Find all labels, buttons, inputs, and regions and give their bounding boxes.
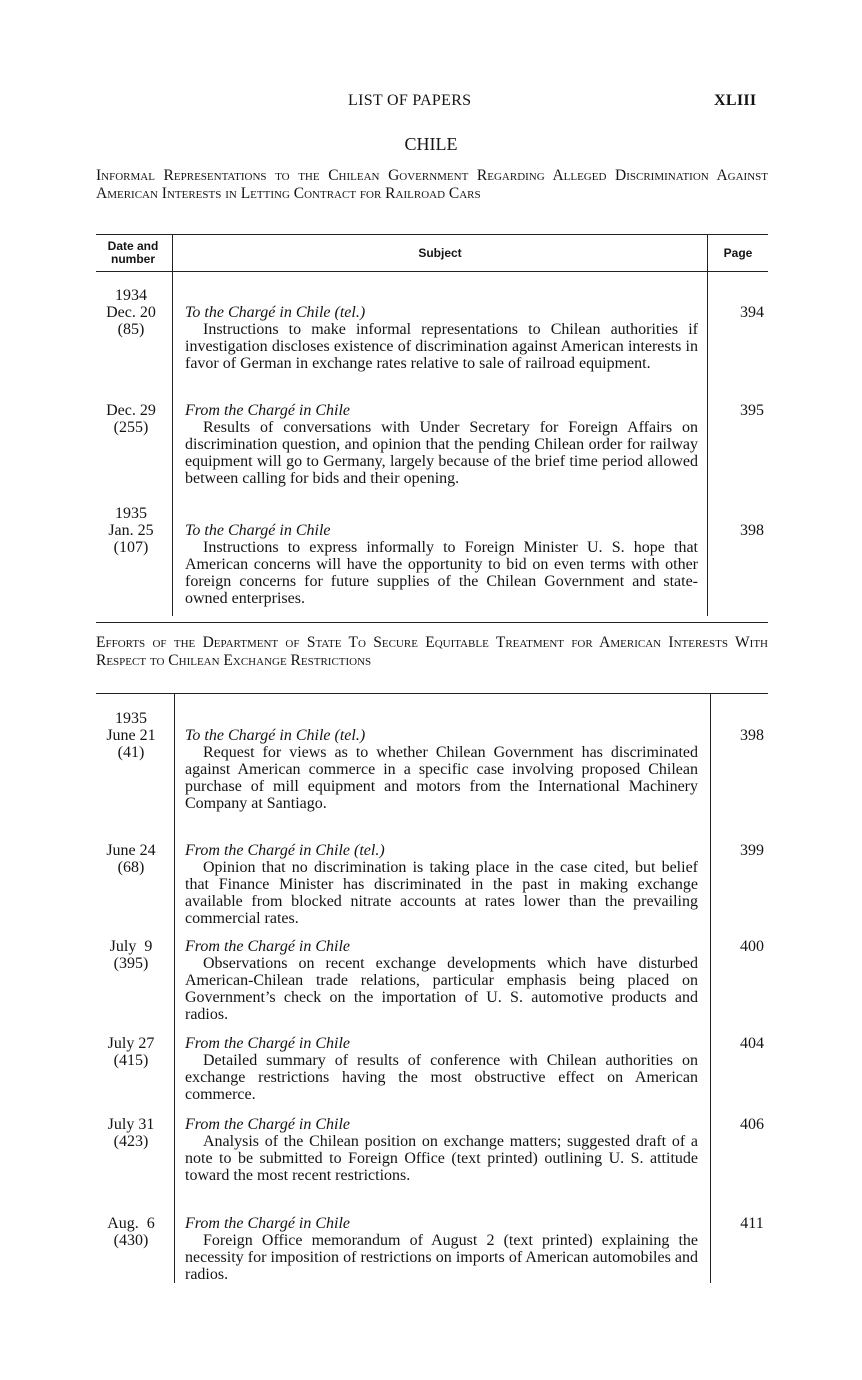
- date-line: (423): [113, 1133, 149, 1150]
- table-top-rule: [96, 693, 768, 694]
- entry-date: [94, 1215, 168, 1249]
- entry-date: [94, 842, 168, 876]
- date-line: July 9: [109, 938, 153, 955]
- column-header-date-line: number: [110, 252, 155, 266]
- date-line: Dec. 29: [106, 402, 156, 419]
- entry-subject: [185, 938, 698, 1023]
- entry-page: 395: [740, 402, 764, 419]
- entry-subject: [185, 402, 698, 487]
- entry-page: 406: [740, 1116, 764, 1133]
- entry-addressee: From the Chargé in Chile: [185, 1215, 351, 1232]
- entry-addressee: From the Chargé in Chile (tel.): [185, 842, 385, 859]
- entry-date: [94, 710, 168, 761]
- table-top-rule: [96, 234, 768, 235]
- column-header-date: [96, 240, 170, 266]
- column-header-page: Page: [723, 246, 753, 260]
- entry-description: Request for views as to whether Chilean Government has discriminated against American commerce in a specific case involving proposed Chilean purchase of mill equipment and motors from the International Machinery Company at Santiago.: [185, 744, 698, 812]
- column-rule-left: [172, 234, 173, 616]
- entry-addressee: To the Chargé in Chile: [185, 522, 331, 539]
- entry-description: Analysis of the Chilean position on exchange matters; suggested draft of a note to be submitted to Foreign Office (text printed) outlining U. S. attitude toward the most recent restrictions.: [185, 1133, 698, 1184]
- entry-description: Observations on recent exchange developments which have disturbed American-Chilean trade relations, particular emphasis being placed on Government’s check on the importation of U. S. automotive products and radios.: [185, 955, 698, 1023]
- header-bottom-rule: [96, 271, 768, 272]
- entry-page: 404: [740, 1035, 764, 1052]
- date-line: Dec. 20: [106, 304, 156, 321]
- date-line: July 27: [107, 1035, 155, 1052]
- entry-addressee: To the Chargé in Chile (tel.): [185, 304, 366, 321]
- entry-subject: [185, 1215, 698, 1283]
- entry-description: Detailed summary of results of conference with Chilean authorities on exchange restrictions having the most obstructive effect on American commerce.: [185, 1052, 698, 1103]
- entry-date: [94, 505, 168, 556]
- entry-addressee: From the Chargé in Chile: [185, 402, 351, 419]
- entry-addressee: To the Chargé in Chile (tel.): [185, 727, 366, 744]
- entry-subject: [185, 1035, 698, 1103]
- date-line: June 21: [106, 727, 156, 744]
- entry-page: 398: [740, 727, 764, 744]
- entry-description: Instructions to express informally to Foreign Minister U. S. hope that American concerns will have the opportunity to bid on even terms with other foreign concerns for future supplies of the Chilean Government and state-owned enterprises.: [185, 539, 698, 607]
- entry-page: 411: [740, 1215, 764, 1232]
- date-line: 1935: [115, 710, 147, 727]
- entry-description: Results of conversations with Under Secretary for Foreign Affairs on discrimination question, and opinion that the pending Chilean order for railway equipment will go to Germany, largely because of the brief time period allowed between calling for bids and their opening.: [185, 419, 698, 487]
- date-line: (430): [113, 1232, 149, 1249]
- section-end-rule: [96, 622, 768, 623]
- date-line: (415): [113, 1052, 149, 1069]
- entry-page: 399: [740, 842, 764, 859]
- entry-date: [94, 938, 168, 972]
- entry-date: [94, 287, 168, 338]
- country-heading: CHILE: [404, 134, 458, 154]
- section-title: Informal Representations to the Chilean Government Regarding Alleged Discrimination Against American Interests in Letting Contract for Railroad Cars: [96, 167, 768, 202]
- column-header-date-line: Date and: [107, 239, 159, 253]
- entry-addressee: From the Chargé in Chile: [185, 1116, 351, 1133]
- date-line: (85): [117, 321, 145, 338]
- running-head-title: LIST OF PAPERS: [348, 92, 472, 109]
- entry-subject: [185, 522, 698, 607]
- section-title: Efforts of the Department of State To Secure Equitable Treatment for American Interests With Respect to Chilean Exchange Restrictions: [96, 634, 768, 669]
- entry-description: Foreign Office memorandum of August 2 (text printed) explaining the necessity for imposition of restrictions on imports of American automobiles and radios.: [185, 1232, 698, 1283]
- entry-page: 394: [740, 304, 764, 321]
- date-line: Aug. 6: [107, 1215, 155, 1232]
- page-numeral: XLIII: [714, 92, 757, 109]
- entry-date: [94, 402, 168, 436]
- date-line: (68): [117, 859, 145, 876]
- entry-addressee: From the Chargé in Chile: [185, 938, 351, 955]
- entry-page: 400: [740, 938, 764, 955]
- date-line: (395): [113, 955, 149, 972]
- entry-subject: [185, 842, 698, 927]
- entry-page: 398: [740, 522, 764, 539]
- date-line: (107): [113, 539, 149, 556]
- date-line: Jan. 25: [108, 522, 154, 539]
- entry-subject: [185, 304, 698, 372]
- entry-description: Instructions to make informal representations to Chilean authorities if investigation discloses existence of discrimination against American interests in favor of German in exchange rates relative to sale of railroad equipment.: [185, 321, 698, 372]
- date-line: (41): [117, 744, 145, 761]
- date-line: 1934: [115, 287, 147, 304]
- entry-description: Opinion that no discrimination is taking place in the case cited, but belief that Finance Minister has discriminated in the past in making exchange available from blocked nitrate accounts at rates lower than the prevailing commercial rates.: [185, 859, 698, 927]
- entry-addressee: From the Chargé in Chile: [185, 1035, 351, 1052]
- column-rule-right: [710, 693, 711, 1283]
- column-rule-right: [707, 234, 708, 616]
- date-line: July 31: [107, 1116, 155, 1133]
- column-header-subject: Subject: [418, 246, 462, 260]
- column-rule-left: [174, 693, 175, 1283]
- date-line: (255): [113, 419, 149, 436]
- entry-date: [94, 1035, 168, 1069]
- entry-subject: [185, 1116, 698, 1184]
- entry-date: [94, 1116, 168, 1150]
- date-line: 1935: [115, 505, 147, 522]
- entry-subject: [185, 727, 698, 812]
- date-line: June 24: [106, 842, 156, 859]
